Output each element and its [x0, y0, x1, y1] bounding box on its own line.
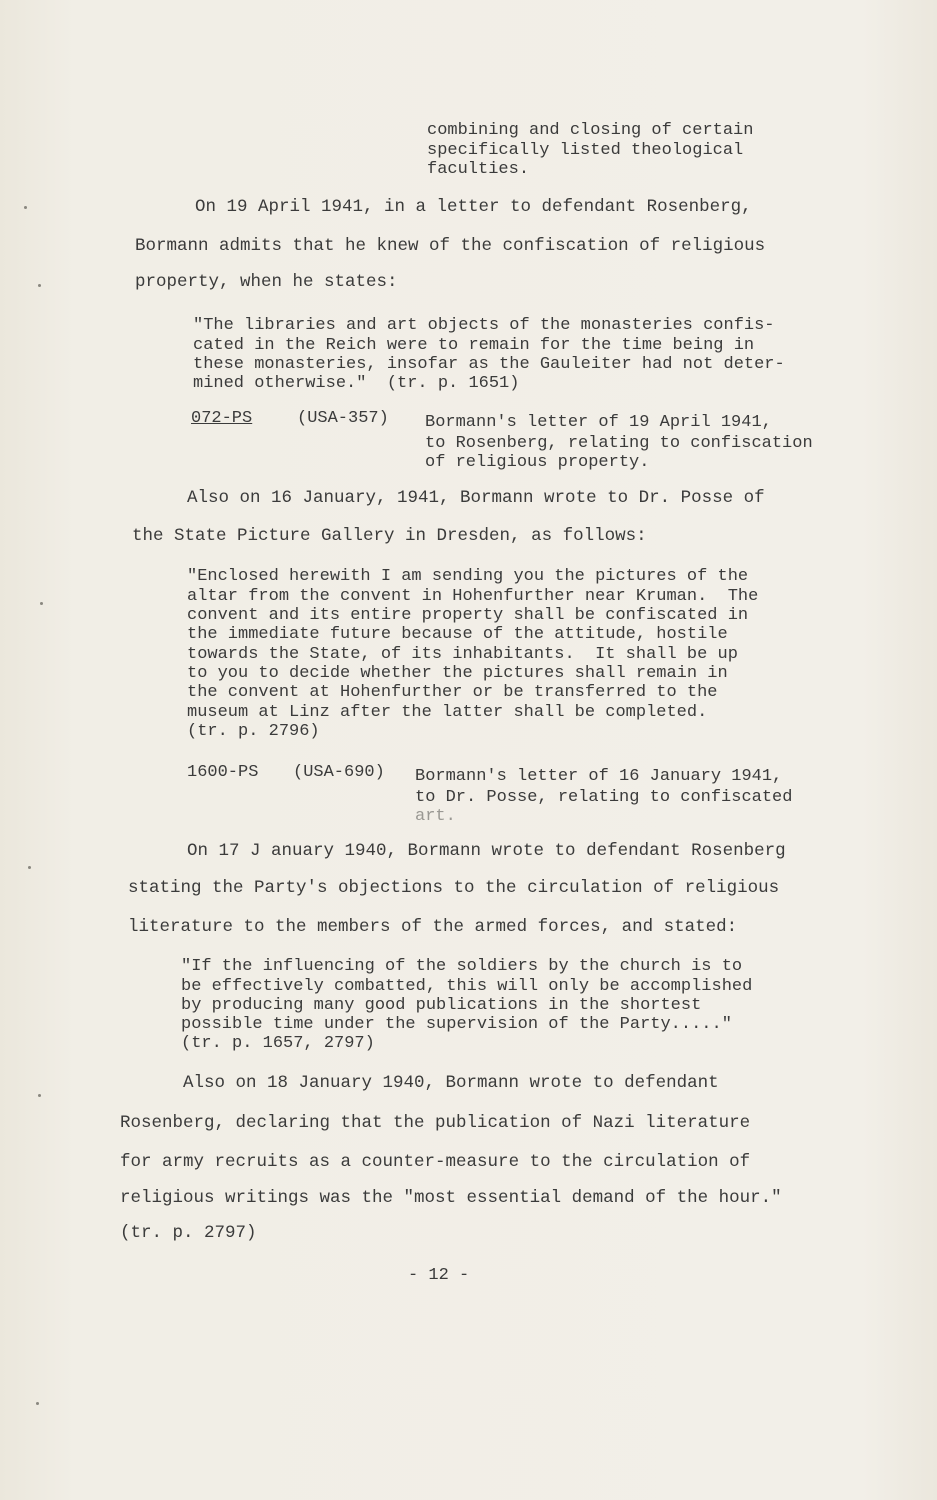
- paragraph-line: religious writings was the "most essential demand of the hour.": [120, 1188, 782, 1208]
- quote-line: "The libraries and art objects of the monasteries confis-: [193, 316, 775, 335]
- paragraph-line: the State Picture Gallery in Dresden, as follows:: [132, 526, 647, 546]
- header-line: specifically listed theological: [427, 141, 744, 160]
- citation-line: of religious property.: [425, 453, 650, 472]
- quote-line: the convent at Hohenfurther or be transferred to the: [187, 683, 718, 702]
- paragraph-line: On 17 J anuary 1940, Bormann wrote to defendant Rosenberg: [187, 841, 786, 861]
- header-line: faculties.: [427, 160, 530, 179]
- paragraph-line: Also on 18 January 1940, Bormann wrote to defendant: [183, 1073, 719, 1093]
- paragraph-line: literature to the members of the armed forces, and stated:: [128, 917, 738, 937]
- quote-line: be effectively combatted, this will only be accomplished: [181, 977, 753, 996]
- paragraph-line: Rosenberg, declaring that the publication of Nazi literature: [120, 1113, 751, 1133]
- paragraph-line: Bormann admits that he knew of the confiscation of religious: [135, 236, 766, 256]
- margin-dot: [38, 1094, 41, 1097]
- citation-code: 072-PS: [191, 409, 253, 428]
- quote-line: (tr. p. 1657, 2797): [181, 1034, 375, 1053]
- citation-line: Bormann's letter of 16 January 1941,: [415, 767, 783, 786]
- paragraph-line: for army recruits as a counter-measure to the circulation of: [120, 1152, 751, 1172]
- paragraph-line: property, when he states:: [135, 272, 398, 292]
- citation-line: to Rosenberg, relating to confiscation: [425, 434, 813, 453]
- quote-line: by producing many good publications in the shortest: [181, 996, 702, 1015]
- quote-line: mined otherwise." (tr. p. 1651): [193, 374, 520, 393]
- margin-dot: [38, 284, 41, 287]
- margin-dot: [24, 206, 27, 209]
- paragraph-line: (tr. p. 2797): [120, 1223, 257, 1243]
- quote-line: to you to decide whether the pictures shall remain in: [187, 664, 728, 683]
- quote-line: "If the influencing of the soldiers by the church is to: [181, 957, 743, 976]
- quote-line: possible time under the supervision of the Party.....": [181, 1015, 732, 1034]
- citation-exhibit: (USA-357): [297, 409, 389, 428]
- citation-line: Bormann's letter of 19 April 1941,: [425, 413, 772, 432]
- header-line: combining and closing of certain: [427, 121, 754, 140]
- quote-line: cated in the Reich were to remain for the time being in: [193, 336, 755, 355]
- margin-dot: [40, 602, 43, 605]
- quote-line: altar from the convent in Hohenfurther near Kruman. The: [187, 587, 759, 606]
- quote-line: convent and its entire property shall be confiscated in: [187, 606, 749, 625]
- quote-line: museum at Linz after the latter shall be completed.: [187, 703, 708, 722]
- page-number: - 12 -: [408, 1266, 470, 1285]
- paragraph-line: On 19 April 1941, in a letter to defendant Rosenberg,: [195, 197, 752, 217]
- quote-line: towards the State, of its inhabitants. It shall be up: [187, 645, 738, 664]
- citation-exhibit: (USA-690): [293, 763, 385, 782]
- paragraph-line: stating the Party's objections to the circulation of religious: [128, 878, 780, 898]
- citation-code: 1600-PS: [187, 763, 259, 782]
- quote-line: "Enclosed herewith I am sending you the pictures of the: [187, 567, 749, 586]
- quote-line: these monasteries, insofar as the Gauleiter had not deter-: [193, 355, 785, 374]
- quote-line: (tr. p. 2796): [187, 722, 320, 741]
- margin-dot: [36, 1402, 39, 1405]
- quote-line: the immediate future because of the attitude, hostile: [187, 625, 728, 644]
- margin-dot: [28, 866, 31, 869]
- citation-line: to Dr. Posse, relating to confiscated: [415, 788, 793, 807]
- paragraph-line: Also on 16 January, 1941, Bormann wrote to Dr. Posse of: [187, 488, 765, 508]
- citation-line: art.: [415, 807, 456, 826]
